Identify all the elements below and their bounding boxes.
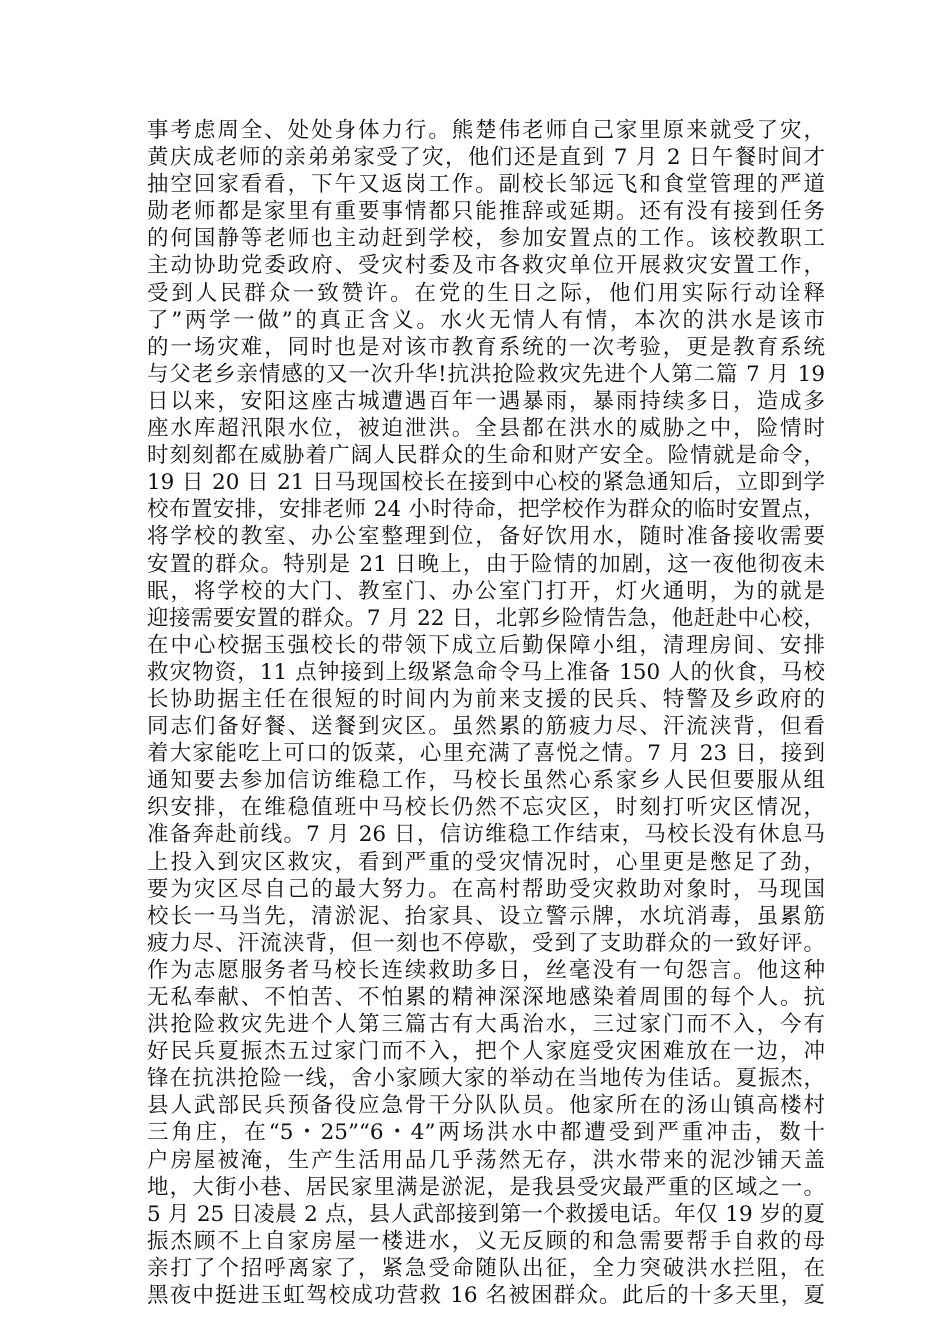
text-line: 校布置安排，安排老师 24 小时待命，把学校作为群众的临时安置点， <box>147 497 825 523</box>
text-line: 三角庄，在“5・25”“6・4”两场洪水中都遭受到严重冲击，数十 <box>147 1120 825 1146</box>
text-line: 准备奔赴前线。7 月 26 日，信访维稳工作结束，马校长没有休息马 <box>147 822 825 848</box>
text-line: 在中心校据玉强校长的带领下成立后勤保障小组，清理房间、安排 <box>147 632 825 658</box>
text-line: 校长一马当先，清淤泥、抬家具、设立警示牌，水坑消毒，虽累筋 <box>147 903 825 929</box>
text-line: 受到人民群众一致赞许。在党的生日之际，他们用实际行动诠释 <box>147 280 825 306</box>
body-text <box>147 117 825 1309</box>
text-line: 上投入到灾区救灾，看到严重的受灾情况时，心里更是憋足了劲， <box>147 849 825 875</box>
text-line: 与父老乡亲情感的又一次升华!抗洪抢险救灾先进个人第二篇 7 月 19 <box>147 361 825 387</box>
text-line: 勋老师都是家里有重要事情都只能推辞或延期。还有没有接到任务 <box>147 199 825 225</box>
text-line: 振杰顾不上自家房屋一楼进水，义无反顾的和急需要帮手自救的母 <box>147 1228 825 1254</box>
text-line: 疲力尽、汗流浃背，但一刻也不停歇，受到了支助群众的一致好评。 <box>147 930 825 956</box>
text-line: 长协助据主任在很短的时间内为前来支援的民兵、特警及乡政府的 <box>147 686 825 712</box>
text-line: 19 日 20 日 21 日马现国校长在接到中心校的紧急通知后，立即到学 <box>147 470 825 496</box>
text-line: 安置的群众。特别是 21 日晚上，由于险情的加剧，这一夜他彻夜未 <box>147 551 825 577</box>
text-line: 同志们备好餐、送餐到灾区。虽然累的筋疲力尽、汗流浃背，但看 <box>147 714 825 740</box>
text-line: 座水库超汛限水位，被迫泄洪。全县都在洪水的威胁之中，险情时 <box>147 416 825 442</box>
text-line: 5 月 25 日凌晨 2 点，县人武部接到第一个救援电话。年仅 19 岁的夏 <box>147 1201 825 1227</box>
text-line: 要为灾区尽自己的最大努力。在高村帮助受灾救助对象时，马现国 <box>147 876 825 902</box>
text-line: 的何国静等老师也主动赶到学校，参加安置点的工作。该校教职工 <box>147 226 825 252</box>
text-line: 日以来，安阳这座古城遭遇百年一遇暴雨，暴雨持续多日，造成多 <box>147 388 825 414</box>
text-line: 黑夜中挺进玉虹驾校成功营救 16 名被困群众。此后的十多天里，夏 <box>147 1283 825 1309</box>
text-line: 作为志愿服务者马校长连续救助多日，丝毫没有一句怨言。他这种 <box>147 957 825 983</box>
text-line: 洪抢险救灾先进个人第三篇古有大禹治水，三过家门而不入，今有 <box>147 1012 825 1038</box>
text-line: 无私奉献、不怕苦、不怕累的精神深深地感染着周围的每个人。抗 <box>147 985 825 1010</box>
text-line: 县人武部民兵预备役应急骨干分队队员。他家所在的汤山镇高楼村 <box>147 1093 825 1119</box>
text-line: 地，大街小巷、居民家里满是淤泥，是我县受灾最严重的区域之一。 <box>147 1174 825 1200</box>
text-line: 事考虑周全、处处身体力行。熊楚伟老师自己家里原来就受了灾， <box>147 118 825 143</box>
text-line: 户房屋被淹，生产生活用品几乎荡然无存，洪水带来的泥沙铺天盖 <box>147 1147 825 1173</box>
text-line: 着大家能吃上可口的饭菜，心里充满了喜悦之情。7 月 23 日，接到 <box>147 741 825 767</box>
text-line: 抽空回家看看，下午又返岗工作。副校长邹远飞和食堂管理的严道 <box>147 172 825 198</box>
text-line: 迎接需要安置的群众。7 月 22 日，北郭乡险情告急，他赶赴中心校， <box>147 605 825 631</box>
text-line: 织安排，在维稳值班中马校长仍然不忘灾区，时刻打听灾区情况， <box>147 795 825 821</box>
text-line: 时刻刻都在威胁着广阔人民群众的生命和财产安全。险情就是命令， <box>147 443 825 469</box>
text-line: 通知要去参加信访维稳工作，马校长虽然心系家乡人民但要服从组 <box>147 768 825 794</box>
text-line: 亲打了个招呼离家了，紧急受命随队出征，全力突破洪水拦阻，在 <box>147 1255 825 1281</box>
text-line: 主动协助党委政府、受灾村委及市各救灾单位开展救灾安置工作， <box>147 253 825 279</box>
text-line: 的一场灾难，同时也是对该市教育系统的一次考验，更是教育系统 <box>147 334 825 360</box>
text-line: 黄庆成老师的亲弟弟家受了灾，他们还是直到 7 月 2 日午餐时间才 <box>147 145 825 171</box>
text-line: 救灾物资，11 点钟接到上级紧急命令马上准备 150 人的伙食，马校 <box>147 659 825 685</box>
text-line: 了”两学一做”的真正含义。水火无情人有情，本次的洪水是该市 <box>147 307 825 333</box>
text-line: 眠，将学校的大门、教室门、办公室门打开，灯火通明，为的就是 <box>147 578 825 604</box>
text-line: 锋在抗洪抢险一线，舍小家顾大家的举动在当地传为佳话。夏振杰， <box>147 1066 825 1092</box>
text-line: 好民兵夏振杰五过家门而不入，把个人家庭受灾困难放在一边，冲 <box>147 1039 825 1065</box>
text-line: 将学校的教室、办公室整理到位，备好饮用水，随时准备接收需要 <box>147 524 825 550</box>
